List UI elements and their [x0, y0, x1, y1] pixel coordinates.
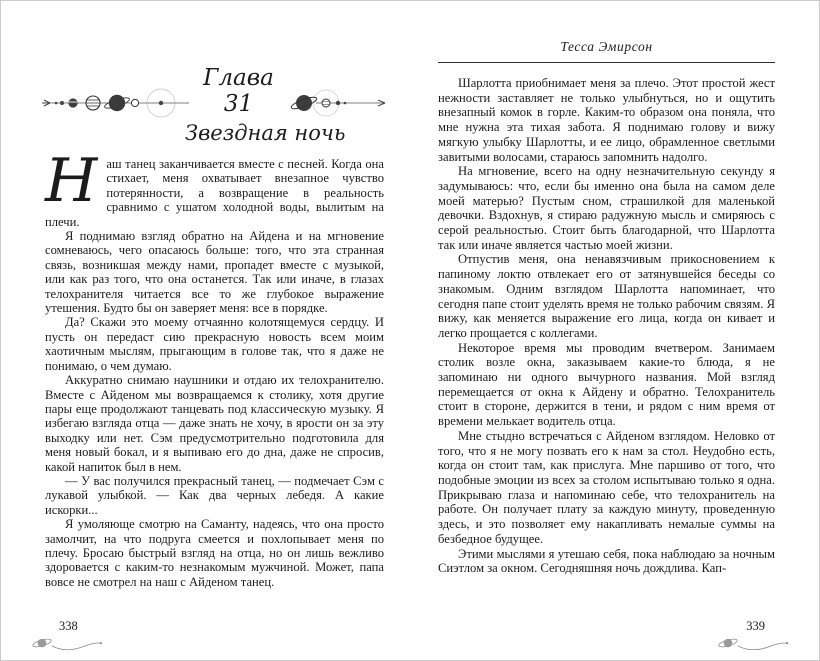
right-page-text [438, 76, 775, 576]
paragraph: Да? Скажи это моему отчаянно колотящемуся сердцу. И пусть он передаст сию прекрасную новость всем моим хаотичным мыслям, прыгающим в голове так, что я даже не понимаю, о чем думаю. [45, 315, 384, 373]
left-page [1, 1, 410, 660]
paragraph: Я поднимаю взгляд обратно на Айдена и на мгновение сомневаюсь, чего опасаюсь больше: того, что эта странная связь, возникшая между нами, пропадет вместе с музыкой, или как раз того, что она останется. Так или иначе, в глазах телохранителя читается все то же глубокое выражение утешения. Будто бы он заверяет меня: все в порядке. [45, 229, 384, 316]
chapter-heading [45, 63, 384, 149]
right-page [410, 1, 819, 660]
paragraph: — У вас получился прекрасный танец, — подмечает Сэм с лукавой улыбкой. — Как два черных лебедя. А какие искорки... [45, 473, 384, 517]
planet-doodle-icon [31, 634, 105, 654]
header-rule [438, 62, 775, 63]
paragraph: Некоторое время мы проводим вчетвером. Занимаем столик возле окна, заказываем какие-то блюда, я не запоминаю ни одного вычурного названия. Мой взгляд перемещается от окна к Айдену и обратно. Телохранитель стоит в стороне, держится в тени, и рядом с ним время от времени мелькает водитель отца. [438, 340, 775, 429]
paragraph: Аккуратно снимаю наушники и отдаю их телохранителю. Вместе с Айденом мы возвращаемся к столику, хотя другие пары еще продолжают танцевать под классическую музыку. Я избегаю взгляда отца — даже знать не хочу, в ярости он за эту выходку или нет. Сэм предусмотрительно подготовила для меня новый бокал, и я выпиваю его до дна, даже не спросив, какой напиток был в нем. [45, 373, 384, 474]
paragraph: Мне стыдно встречаться с Айденом взглядом. Неловко от того, что я не могу позвать его к нам за стол. Неудобно есть, когда он стоит там, как прислуга. Мне паршиво от того, что подобные эмоции из всех за столом испытываю только я одна. Прикрываю глаза и напоминаю себе, что телохранитель на работе. Он получает плату за каждую минуту, проведенную здесь, и это позволяет ему накапливать немалые суммы на безбедное будущее. [438, 428, 775, 546]
paragraph [45, 146, 384, 229]
paragraph: Я умоляюще смотрю на Саманту, надеясь, что она просто замолчит, на что подруга смеется и похлопывает меня по плечу. Бросаю быстрый взгляд на отца, но он лишь вежливо здоровается с каким-то незнакомым мужчиной. Может, папа вовсе не смотрел на наш с Айденом танец. [45, 517, 384, 589]
paragraph-text: аш танец заканчивается вместе с песней. Когда она стихает, меня охватывает внезапное чувство потерянности, а возвращение в реальность сравнимо с ушатом холодной воды, вылитым на плечи. [45, 157, 384, 229]
left-page-text [45, 146, 384, 589]
planets-ornament-left-icon [39, 85, 191, 121]
page-number-left: 338 [59, 619, 78, 633]
page-number-right: 339 [746, 619, 765, 633]
chapter-label: Глава 31 [203, 65, 274, 117]
chapter-title-block [185, 65, 346, 146]
planet-doodle-icon [717, 634, 791, 654]
left-paragraphs [45, 229, 384, 589]
chapter-title: Звездная ночь [185, 121, 346, 145]
paragraph: Шарлотта приобнимает меня за плечо. Этот простой жест нежности заставляет не только улыбнуться, но и ощутить внезапный комок в горле. Каким-то образом она поняла, что мне нужна эта тихая забота. Я поднимаю голову и вижу мягкую улыбку Шарлотты, и ее лицо, обрамленное светлыми завитыми волосами, стараюсь запомнить надолго. [438, 76, 775, 164]
paragraph: Отпустив меня, она ненавязчивым прикосновением к папиному локтю отвлекает его от затянувшейся беседы со знакомым. Одним взглядом Шарлотта напоминает, что сегодня папе стоит уделять время не только рабочим связям. Я вижу, как меняется выражение его лица, когда он кивает и легко прощается с коллегами. [438, 252, 775, 340]
running-header: Тесса Эмирсон [560, 39, 653, 54]
drop-cap: Н [45, 146, 98, 216]
paragraph: На мгновение, всего на одну незначительную секунду я задумываюсь: что, если бы именно она была на самом деле моей матерью? Пустым сном, страшилкой для маленькой девочки. Вздохнув, я стираю радужную мысль и смиряюсь с серой реальностью. Стоит быть благодарной, что Шарлотта так или иначе является частью моей жизни. [438, 164, 775, 252]
paragraph: Этими мыслями я утешаю себя, пока наблюдаю за ночным Сиэтлом за окном. Сегодняшняя ночь дождлива. Кап- [438, 546, 775, 576]
planets-ornament-right-icon [290, 85, 388, 121]
